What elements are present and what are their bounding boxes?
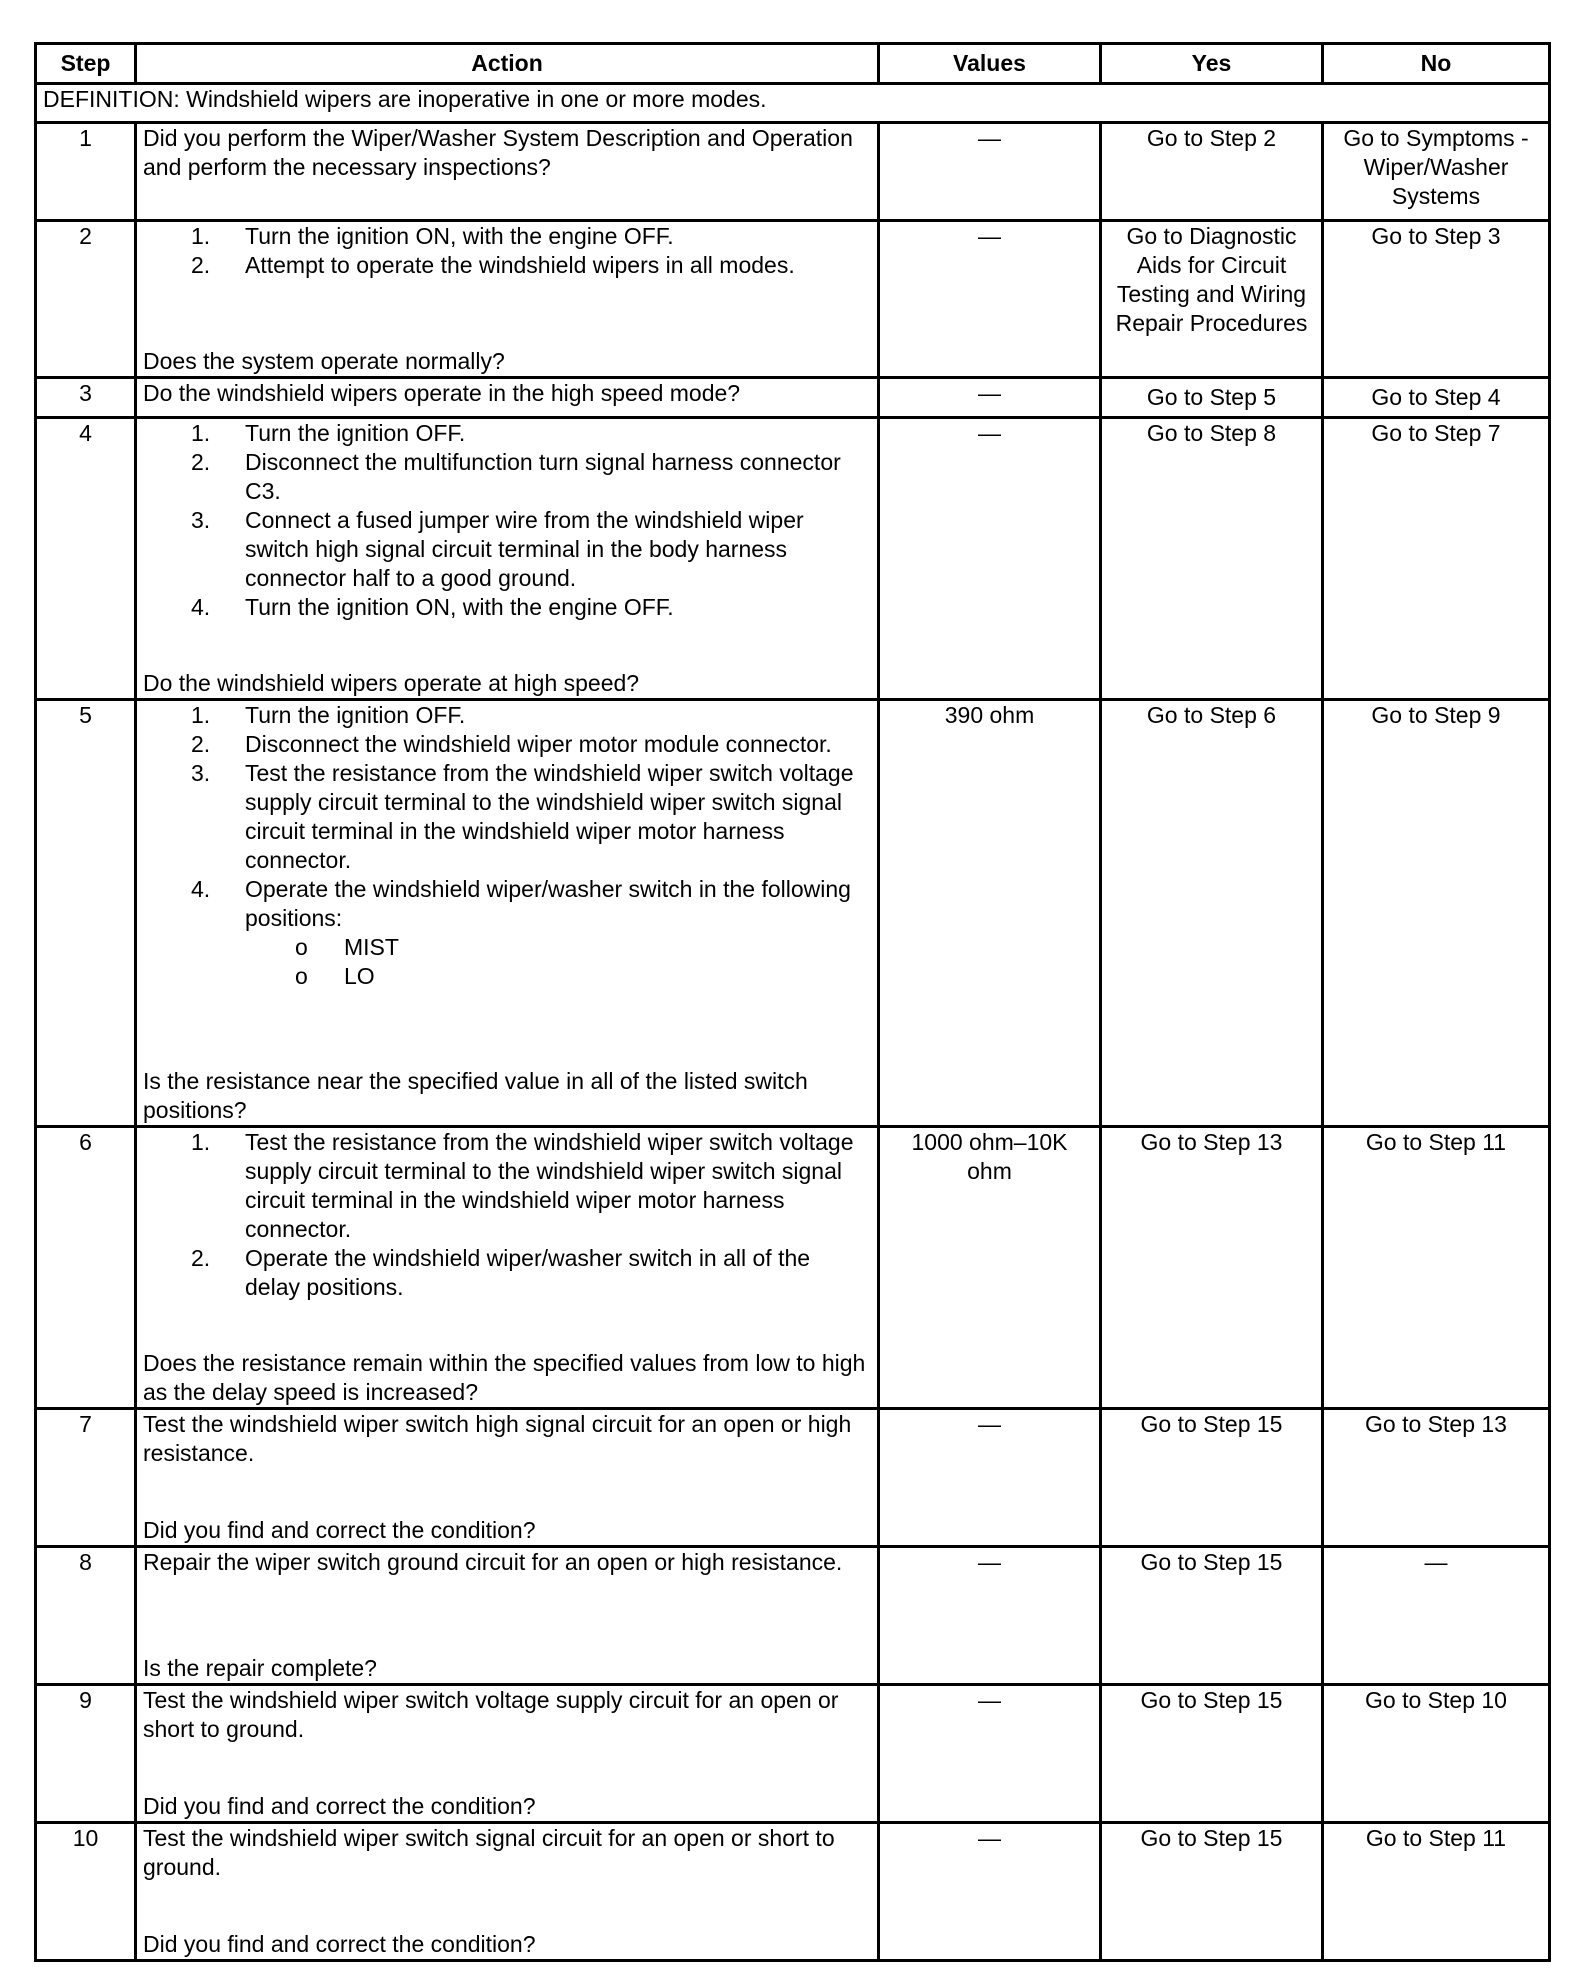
table-row: [36, 1685, 1550, 1823]
step-action: [136, 221, 879, 378]
step-number: 6: [36, 1127, 136, 1409]
position-list: [143, 933, 871, 991]
step-value: —: [879, 378, 1101, 418]
step-yes: Go to Diagnostic Aids for Circuit Testing and Wiring Repair Procedures: [1101, 221, 1323, 378]
step-no: Go to Step 4: [1323, 378, 1550, 418]
procedure-item: [143, 1244, 871, 1302]
step-value: 1000 ohm–10K ohm: [879, 1127, 1101, 1409]
procedure-item-text: Turn the ignition OFF.: [245, 420, 466, 446]
procedure-item: [143, 1128, 871, 1244]
header-no: No: [1323, 44, 1550, 84]
step-yes: Go to Step 5: [1101, 378, 1323, 418]
table-row: [36, 378, 1550, 418]
procedure-item-number: 3.: [191, 760, 211, 786]
procedure-item: [143, 251, 871, 280]
step-yes: Go to Step 15: [1101, 1685, 1323, 1823]
step-no: Go to Step 3: [1323, 221, 1550, 378]
table-row: [36, 123, 1550, 221]
procedure-list: [143, 1128, 871, 1302]
step-value: —: [879, 1547, 1101, 1685]
procedure-item-number: 2.: [191, 731, 211, 757]
table-row: [36, 418, 1550, 700]
action-question: Did you find and correct the condition?: [143, 1517, 536, 1543]
procedure-item-text: Turn the ignition ON, with the engine OFF.: [245, 223, 674, 249]
action-question: Is the repair complete?: [143, 1655, 377, 1681]
procedure-item: [143, 506, 871, 593]
step-action: [136, 123, 879, 221]
procedure-item: [143, 701, 871, 730]
step-value: —: [879, 123, 1101, 221]
procedure-item-text: Turn the ignition OFF.: [245, 702, 466, 728]
header-values: Values: [879, 44, 1101, 84]
step-value: —: [879, 221, 1101, 378]
procedure-item: [143, 419, 871, 448]
step-no: Go to Symptoms - Wiper/Washer Systems: [1323, 123, 1550, 221]
procedure-list: [143, 222, 871, 280]
table-row: [36, 1127, 1550, 1409]
action-question: Do the windshield wipers operate at high speed?: [143, 670, 640, 696]
procedure-item: [143, 759, 871, 875]
procedure-item-number: 4.: [191, 594, 211, 620]
header-yes: Yes: [1101, 44, 1323, 84]
position-item-text: MIST: [344, 934, 399, 960]
definition-row: [36, 84, 1550, 123]
step-yes: Go to Step 15: [1101, 1409, 1323, 1547]
step-action: [136, 1547, 879, 1685]
step-number: 7: [36, 1409, 136, 1547]
position-item-text: LO: [344, 963, 375, 989]
step-number: 9: [36, 1685, 136, 1823]
step-no: Go to Step 11: [1323, 1127, 1550, 1409]
procedure-item: [143, 448, 871, 506]
action-text: Test the windshield wiper switch voltage supply circuit for an open or short to ground.: [143, 1687, 839, 1742]
action-text: Test the windshield wiper switch signal circuit for an open or short to ground.: [143, 1825, 835, 1880]
action-question: Does the resistance remain within the specified values from low to high as the delay speed is increased?: [143, 1350, 866, 1405]
step-number: 8: [36, 1547, 136, 1685]
procedure-list: [143, 701, 871, 933]
step-yes: Go to Step 6: [1101, 700, 1323, 1127]
procedure-item-text: Disconnect the multifunction turn signal harness connector C3.: [245, 449, 841, 504]
step-value: —: [879, 1685, 1101, 1823]
action-question: Is the resistance near the specified value in all of the listed switch positions?: [143, 1068, 808, 1123]
step-number: 4: [36, 418, 136, 700]
diagnostic-table: [34, 42, 1551, 1962]
procedure-item-number: 1.: [191, 223, 211, 249]
procedure-item-text: Operate the windshield wiper/washer switch in all of the delay positions.: [245, 1245, 811, 1300]
procedure-item-text: Turn the ignition ON, with the engine OFF.: [245, 594, 674, 620]
step-no: Go to Step 13: [1323, 1409, 1550, 1547]
step-yes: Go to Step 13: [1101, 1127, 1323, 1409]
action-question: Did you find and correct the condition?: [143, 1931, 536, 1957]
step-value: —: [879, 1409, 1101, 1547]
table-row: [36, 221, 1550, 378]
step-action: [136, 1409, 879, 1547]
action-text: Did you perform the Wiper/Washer System Description and Operation and perform the necessary inspections?: [143, 125, 853, 180]
step-no: Go to Step 10: [1323, 1685, 1550, 1823]
procedure-item-number: 1.: [191, 702, 211, 728]
procedure-list: [143, 419, 871, 622]
procedure-item: [143, 222, 871, 251]
table-row: [36, 1823, 1550, 1961]
step-value: —: [879, 1823, 1101, 1961]
position-item: [143, 933, 871, 962]
procedure-item-number: 2.: [191, 449, 211, 475]
procedure-item-number: 2.: [191, 1245, 211, 1271]
header-step: Step: [36, 44, 136, 84]
step-number: 2: [36, 221, 136, 378]
step-action: [136, 1823, 879, 1961]
procedure-item-text: Disconnect the windshield wiper motor module connector.: [245, 731, 832, 757]
procedure-item-text: Test the resistance from the windshield wiper switch voltage supply circuit terminal to the windshield wiper switch signal circuit terminal in the windshield wiper motor harness connector.: [245, 760, 854, 873]
action-text: Repair the wiper switch ground circuit for an open or high resistance.: [143, 1549, 843, 1575]
bullet-icon: o: [295, 934, 308, 960]
step-action: [136, 1685, 879, 1823]
step-number: 1: [36, 123, 136, 221]
position-item: [143, 962, 871, 991]
procedure-item-text: Attempt to operate the windshield wipers in all modes.: [245, 252, 795, 278]
step-yes: Go to Step 15: [1101, 1547, 1323, 1685]
step-no: —: [1323, 1547, 1550, 1685]
definition-text: DEFINITION: Windshield wipers are inoperative in one or more modes.: [36, 84, 1550, 123]
procedure-item-text: Operate the windshield wiper/washer switch in the following positions:: [245, 876, 851, 931]
procedure-item: [143, 593, 871, 622]
table-row: [36, 700, 1550, 1127]
procedure-item-text: Connect a fused jumper wire from the windshield wiper switch high signal circuit terminal in the body harness connector half to a good ground.: [245, 507, 804, 591]
step-number: 5: [36, 700, 136, 1127]
procedure-item-number: 2.: [191, 252, 211, 278]
step-no: Go to Step 11: [1323, 1823, 1550, 1961]
table-row: [36, 1409, 1550, 1547]
step-action: [136, 378, 879, 418]
step-number: 3: [36, 378, 136, 418]
table-row: [36, 1547, 1550, 1685]
step-yes: Go to Step 15: [1101, 1823, 1323, 1961]
bullet-icon: o: [295, 963, 308, 989]
step-action: [136, 418, 879, 700]
procedure-item-text: Test the resistance from the windshield wiper switch voltage supply circuit terminal to the windshield wiper switch signal circuit terminal in the windshield wiper motor harness connector.: [245, 1129, 854, 1242]
header-row: [36, 44, 1550, 84]
action-question: Does the system operate normally?: [143, 348, 505, 374]
step-value: 390 ohm: [879, 700, 1101, 1127]
procedure-item: [143, 730, 871, 759]
action-question: Did you find and correct the condition?: [143, 1793, 536, 1819]
procedure-item-number: 1.: [191, 1129, 211, 1155]
procedure-item-number: 3.: [191, 507, 211, 533]
step-value: —: [879, 418, 1101, 700]
step-yes: Go to Step 2: [1101, 123, 1323, 221]
action-text: Test the windshield wiper switch high signal circuit for an open or high resistance.: [143, 1411, 852, 1466]
procedure-item: [143, 875, 871, 933]
step-no: Go to Step 9: [1323, 700, 1550, 1127]
step-yes: Go to Step 8: [1101, 418, 1323, 700]
header-action: Action: [136, 44, 879, 84]
action-text: Do the windshield wipers operate in the high speed mode?: [143, 380, 741, 406]
step-number: 10: [36, 1823, 136, 1961]
procedure-item-number: 1.: [191, 420, 211, 446]
step-action: [136, 1127, 879, 1409]
procedure-item-number: 4.: [191, 876, 211, 902]
step-action: [136, 700, 879, 1127]
step-no: Go to Step 7: [1323, 418, 1550, 700]
